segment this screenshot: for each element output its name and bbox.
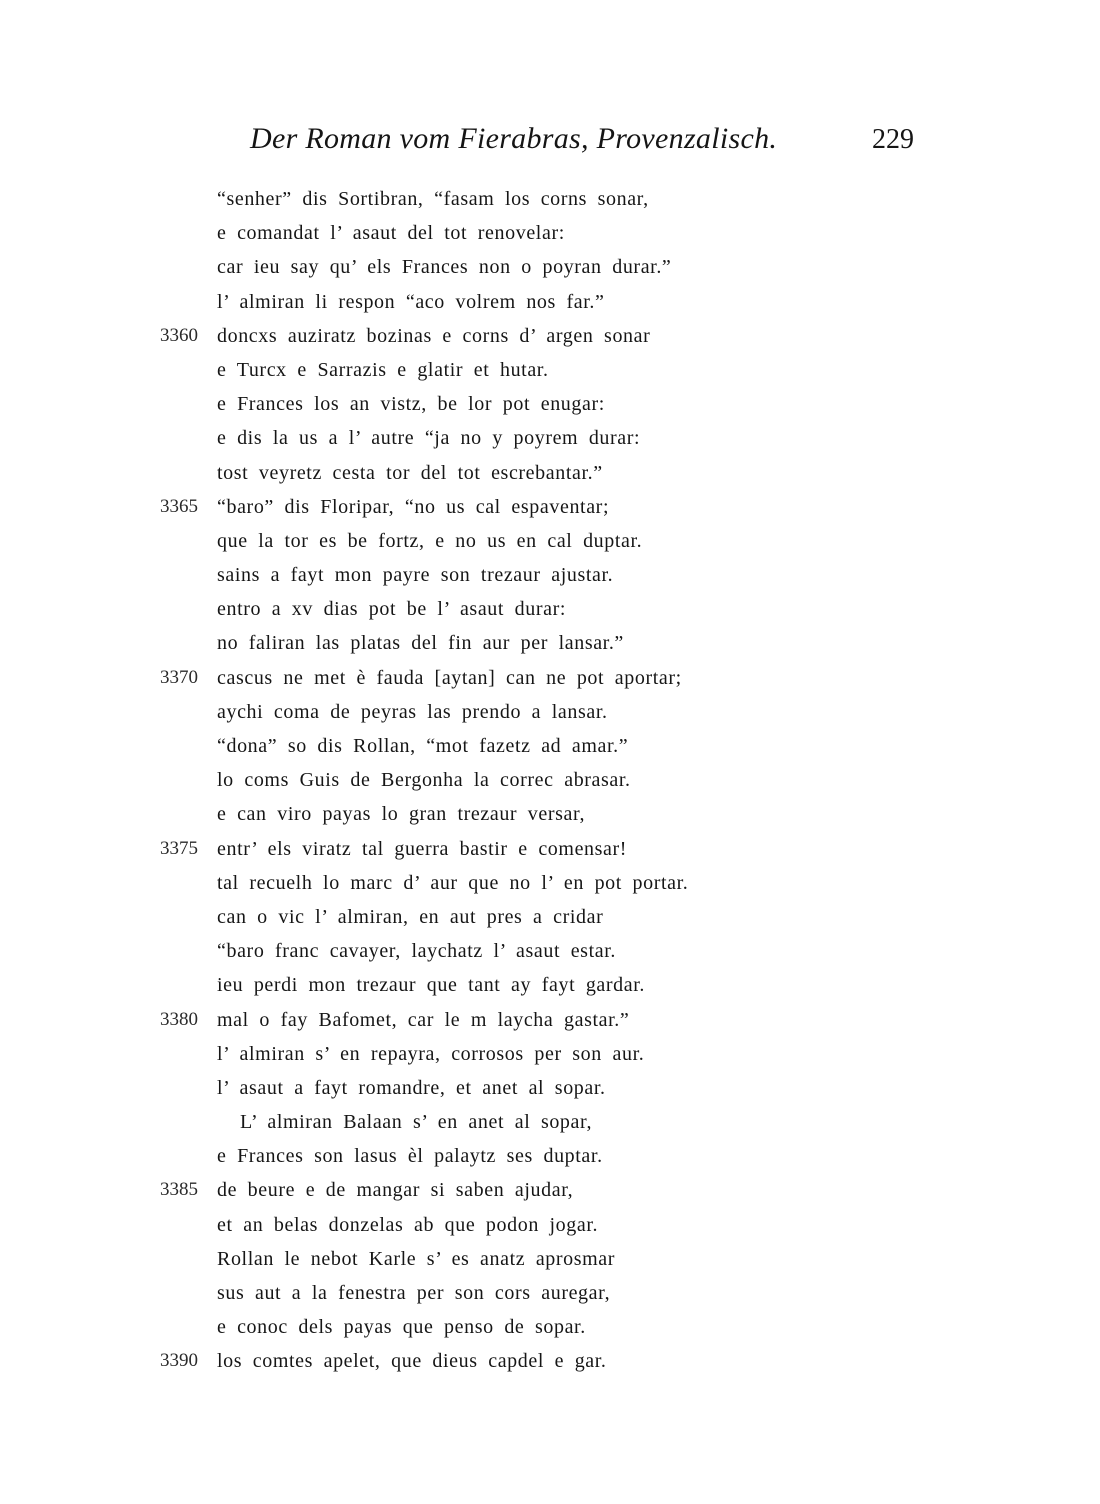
verse-line	[0, 1276, 1100, 1310]
verse-line	[0, 387, 1100, 421]
verse-text: tal recuelh lo marc d’ aur que no l’ en pot portar.	[217, 871, 689, 894]
verse-text: e Frances son lasus èl palaytz ses duptar.	[217, 1145, 603, 1168]
verse-line	[0, 763, 1100, 797]
verse-text: ieu perdi mon trezaur que tant ay fayt gardar.	[217, 974, 645, 997]
verse-text: los comtes apelet, que dieus capdel e gar.	[217, 1350, 607, 1373]
verse-line	[0, 866, 1100, 900]
verse-line	[0, 456, 1100, 490]
verse-text: l’ almiran s’ en repayra, corrosos per son aur.	[217, 1042, 645, 1065]
verse-line	[0, 661, 1100, 695]
verse-line	[0, 353, 1100, 387]
verse-text: et an belas donzelas ab que podon jogar.	[217, 1213, 599, 1236]
verse-text: entr’ els viratz tal guerra bastir e comensar!	[217, 837, 628, 860]
verse-line	[0, 524, 1100, 558]
verse-line	[0, 216, 1100, 250]
verse-text: e Frances los an vistz, be lor pot enugar:	[217, 393, 605, 416]
verse-text: que la tor es be fortz, e no us en cal duptar.	[217, 529, 643, 552]
line-number: 3365	[160, 495, 198, 517]
verse-text: lo coms Guis de Bergonha la correc abrasar.	[217, 769, 631, 792]
verse-line	[0, 1003, 1100, 1037]
verse-line	[0, 797, 1100, 831]
verse-text: “baro franc cavayer, laychatz l’ asaut estar.	[217, 940, 616, 963]
verse-text: aychi coma de peyras las prendo a lansar.	[217, 700, 608, 723]
verse-line	[0, 832, 1100, 866]
verse-text: entro a xv dias pot be l’ asaut durar:	[217, 598, 567, 621]
line-number: 3375	[160, 837, 198, 859]
verse-text: sus aut a la fenestra per son cors auregar,	[217, 1282, 611, 1304]
verse-text: “baro” dis Floripar, “no us cal espaventar;	[217, 495, 610, 518]
verse-line	[0, 250, 1100, 284]
verse-text: l’ asaut a fayt romandre, et anet al sopar.	[217, 1076, 606, 1099]
verse-line	[0, 421, 1100, 455]
running-title: Der Roman vom Fierabras, Provenzalisch.	[250, 122, 778, 155]
line-number: 3385	[160, 1179, 198, 1201]
verse-text: cascus ne met è fauda [aytan] can ne pot aportar;	[217, 666, 682, 689]
verse-text: l’ almiran li respon “aco volrem nos far.”	[217, 290, 605, 313]
page-number: 229	[872, 124, 914, 155]
verse-line	[0, 900, 1100, 934]
verse-line	[0, 319, 1100, 353]
verse-text: e can viro payas lo gran trezaur versar,	[217, 803, 586, 826]
verse-text: can o vic l’ almiran, en aut pres a cridar	[217, 905, 604, 928]
verse-line	[0, 1037, 1100, 1071]
verse-text: no faliran las platas del fin aur per lansar.”	[217, 632, 624, 655]
verse-line	[0, 1310, 1100, 1344]
verse-line	[0, 968, 1100, 1002]
verse-line	[0, 934, 1100, 968]
verse-text: tost veyretz cesta tor del tot escrebantar.”	[217, 461, 603, 484]
verse-text: e Turcx e Sarrazis e glatir et hutar.	[217, 358, 549, 381]
verse-line	[0, 729, 1100, 763]
verse-line	[0, 1071, 1100, 1105]
verse-text: sains a fayt mon payre son trezaur ajustar.	[217, 564, 614, 587]
verse-text: Rollan le nebot Karle s’ es anatz aprosmar	[217, 1247, 616, 1270]
verse-line	[0, 1173, 1100, 1207]
verse-line	[0, 1105, 1100, 1139]
line-number: 3370	[160, 666, 198, 688]
verse-line	[0, 1242, 1100, 1276]
verse-line	[0, 490, 1100, 524]
line-number: 3360	[160, 324, 198, 346]
verse-text: “senher” dis Sortibran, “fasam los corns sonar,	[217, 188, 649, 210]
verse-text: de beure e de mangar si saben ajudar,	[217, 1179, 574, 1202]
verse-text: e comandat l’ asaut del tot renovelar:	[217, 222, 565, 245]
verse-text: e conoc dels payas que penso de sopar.	[217, 1316, 586, 1339]
verse-text: car ieu say qu’ els Frances non o poyran durar.”	[217, 256, 672, 279]
verse-line	[0, 626, 1100, 660]
verse-text: doncxs auziratz bozinas e corns d’ argen sonar	[217, 324, 651, 347]
verse-text: mal o fay Bafomet, car le m laycha gastar.”	[217, 1008, 630, 1031]
verse-line	[0, 285, 1100, 319]
verse-line	[0, 1208, 1100, 1242]
verse-line	[0, 695, 1100, 729]
verse-line	[0, 1344, 1100, 1378]
line-number: 3380	[160, 1008, 198, 1030]
verse-text: “dona” so dis Rollan, “mot fazetz ad amar.”	[217, 735, 629, 757]
verse-block	[0, 182, 1100, 1379]
verse-text: e dis la us a l’ autre “ja no y poyrem durar:	[217, 427, 641, 450]
verse-line	[0, 182, 1100, 216]
verse-line	[0, 592, 1100, 626]
verse-line	[0, 558, 1100, 592]
verse-line	[0, 1139, 1100, 1173]
verse-text: L’ almiran Balaan s’ en anet al sopar,	[240, 1111, 593, 1134]
line-number: 3390	[160, 1350, 198, 1372]
